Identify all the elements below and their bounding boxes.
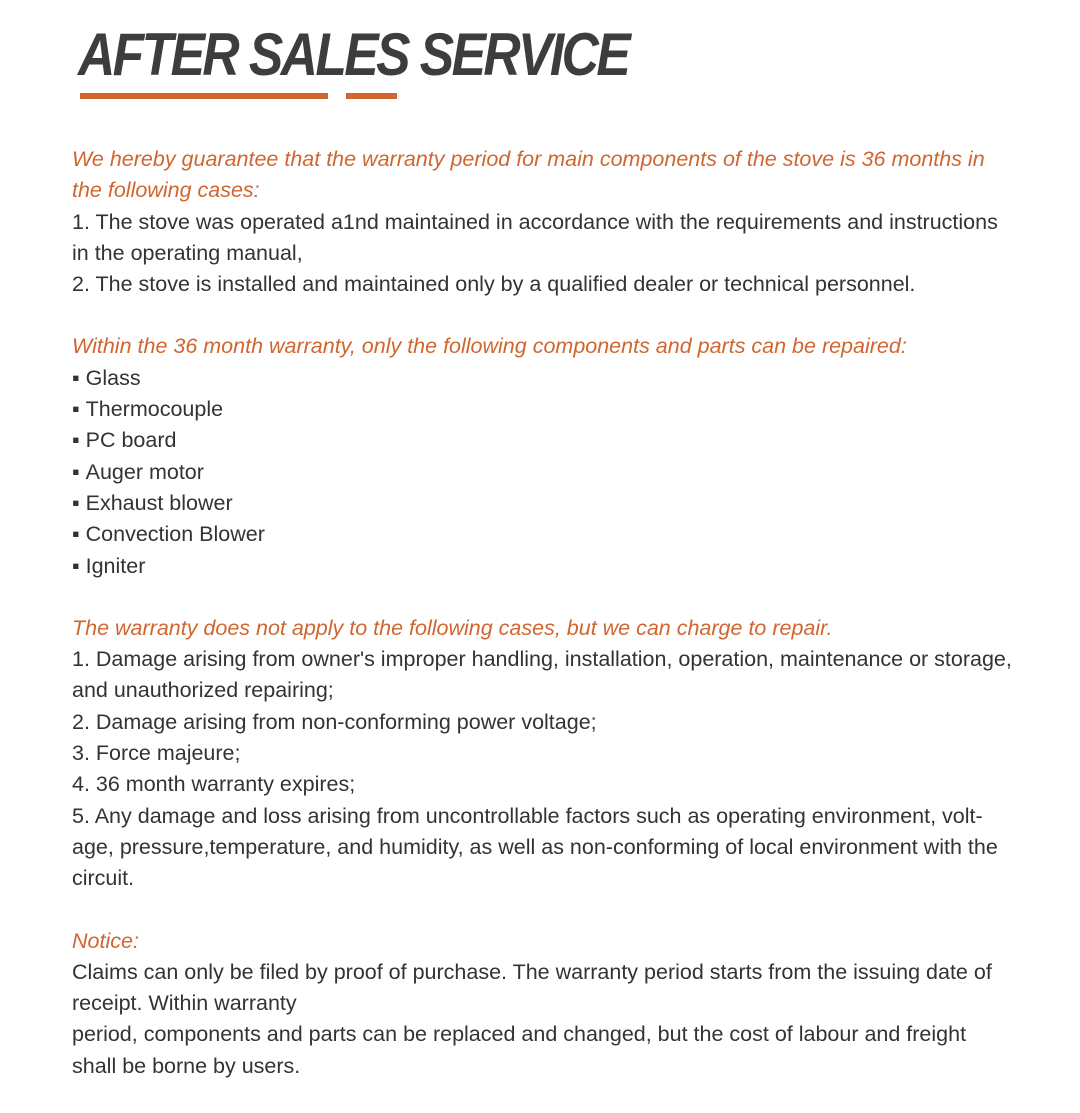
bullet-icon: ▪: [72, 553, 80, 578]
notice-section: [72, 926, 1012, 1082]
exclusion-item: 2. Damage arising from non-conforming power voltage;: [72, 709, 597, 734]
bullet-icon: ▪: [72, 365, 80, 390]
exclusion-item: 4. 36 month warranty expires;: [72, 772, 356, 797]
part-name: Igniter: [85, 553, 146, 578]
guarantee-item: 2. The stove is installed and maintained only by a qualified dealer or technical personnel.: [72, 272, 916, 297]
part-name: Exhaust blower: [85, 490, 233, 515]
guarantee-heading: We hereby guarantee that the warranty period for main components of the stove is 36 months in the following cases:: [72, 147, 985, 203]
repairable-parts-list: [72, 363, 1012, 582]
list-item: [72, 425, 1012, 456]
part-name: Thermocouple: [85, 397, 224, 422]
repairable-heading: Within the 36 month warranty, only the following components and parts can be repaired:: [72, 334, 907, 359]
list-item: [72, 457, 1012, 488]
list-item: [72, 363, 1012, 394]
exclusion-item: 1. Damage arising from owner's improper handling, installation, operation, maintenance or storage, and unauthorized repairing;: [72, 647, 1012, 703]
bullet-icon: ▪: [72, 459, 80, 484]
exclusions-heading: The warranty does not apply to the following cases, but we can charge to repair.: [72, 615, 833, 640]
bullet-icon: ▪: [72, 490, 80, 515]
guarantee-section: [72, 144, 1012, 300]
bullet-icon: ▪: [72, 428, 80, 453]
title-underline-long: [80, 93, 328, 99]
notice-text: period, components and parts can be replaced and changed, but the cost of labour and freight shall be borne by users.: [72, 1022, 967, 1078]
part-name: Glass: [85, 365, 141, 390]
exclusions-section: [72, 613, 1012, 895]
notice-heading: Notice:: [72, 928, 139, 953]
guarantee-item: 1. The stove was operated a1nd maintained in accordance with the requirements and instructions in the operating manual,: [72, 209, 998, 265]
part-name: PC board: [85, 428, 177, 453]
list-item: [72, 551, 1012, 582]
page-title: AFTER SALES SERVICE: [78, 21, 629, 88]
list-item: [72, 488, 1012, 519]
part-name: Auger motor: [85, 459, 204, 484]
bullet-icon: ▪: [72, 522, 80, 547]
title-underline-short: [346, 93, 397, 99]
part-name: Convection Blower: [85, 522, 265, 547]
notice-text: Claims can only be filed by proof of purchase. The warranty period starts from the issuing date of receipt. Within warranty: [72, 959, 992, 1016]
repairable-section: [72, 331, 1012, 581]
exclusion-item: 5. Any damage and loss arising from uncontrollable factors such as operating environment, volt-age, pressure,temperature, and humidity, as well as non-conforming of local environment with the circuit.: [72, 803, 998, 891]
warranty-content: [72, 144, 1012, 1113]
list-item: [72, 519, 1012, 550]
bullet-icon: ▪: [72, 397, 80, 422]
exclusion-item: 3. Force majeure;: [72, 741, 241, 766]
list-item: [72, 394, 1012, 425]
